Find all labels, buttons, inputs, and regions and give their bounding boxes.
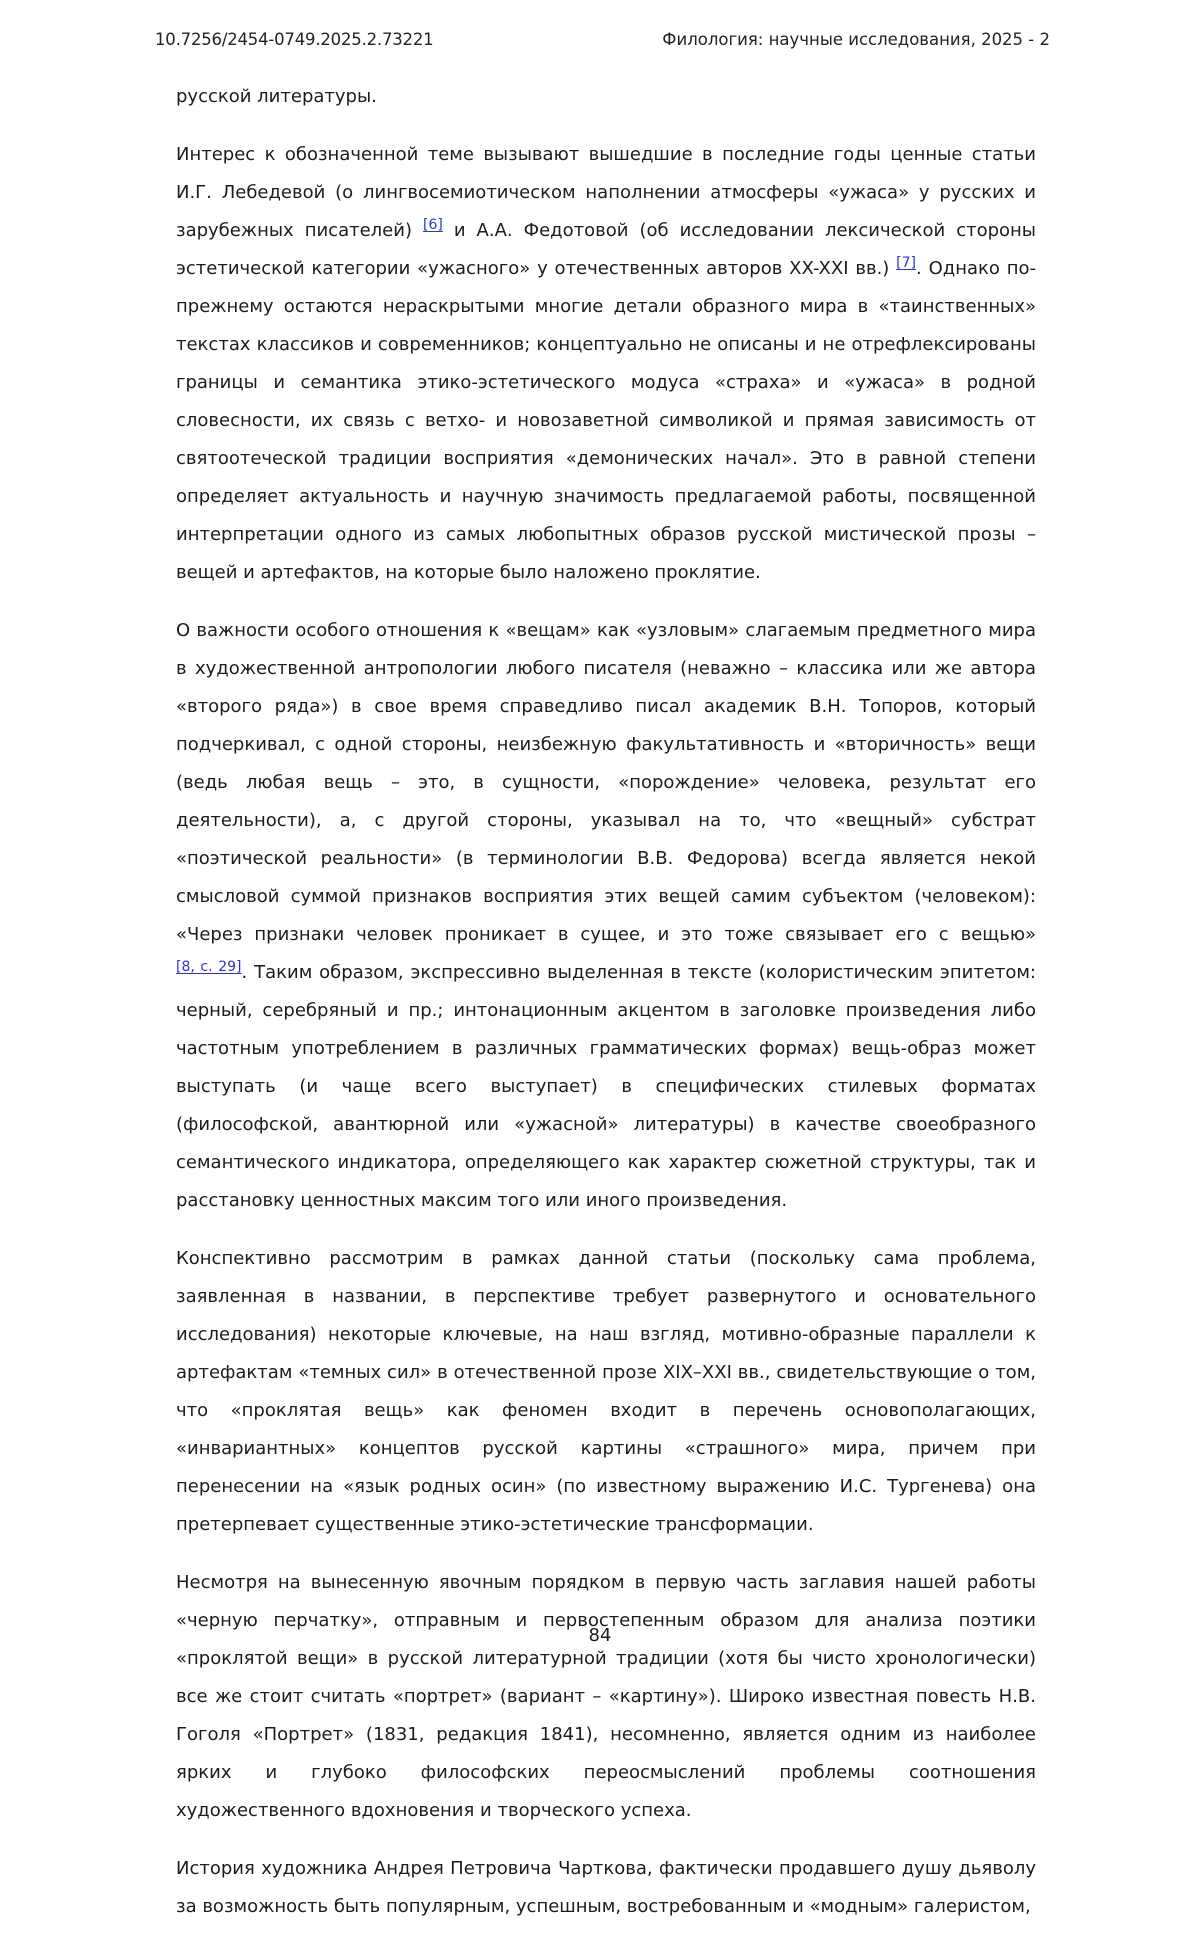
doi-text: 10.7256/2454-0749.2025.2.73221	[155, 30, 434, 49]
citation-link[interactable]: [6]	[422, 217, 443, 233]
journal-title: Филология: научные исследования, 2025 - 2	[662, 30, 1050, 49]
paragraph: Конспективно рассмотрим в рамках данной статьи (поскольку сама проблема, заявленная в названии, в перспективе требует развернутого и основательного исследования) некоторые ключевые, на наш взгляд, мотивно-образные параллели к артефактам «темных сил» в отечественной прозе XIX–XXI вв., свидетельствующие о том, что «проклятая вещь» как феномен входит в перечень основополагающих, «инвариантных» концептов русской картины «страшного» мира, причем при перенесении на «язык родных осин» (по известному выражению И.С. Тургенева) она претерпевает существенные этико-эстетические трансформации.	[176, 1248, 1036, 1535]
page-header	[155, 30, 1050, 49]
page-number: 84	[588, 1625, 612, 1646]
paragraph: Несмотря на вынесенную явочным порядком в первую часть заглавия нашей работы «черную перчатку», отправным и первостепенным образом для анализа поэтики «проклятой вещи» в русской литературной традиции (хотя бы чисто хронологически) все же стоит считать «портрет» (вариант – «картину»). Широко известная повесть Н.В. Гоголя «Портрет» (1831, редакция 1841), несомненно, является одним из наиболее ярких и глубоко философских переосмыслений проблемы соотношения художественного вдохновения и творческого успеха.	[176, 1572, 1036, 1821]
citation-link[interactable]: [8, с. 29]	[176, 959, 242, 975]
page-footer	[0, 1625, 1200, 1646]
paragraph: История художника Андрея Петровича Чарткова, фактически продавшего душу дьяволу за возможность быть популярным, успешным, востребованным и «модным» галеристом,	[176, 1858, 1036, 1917]
paragraph: Интерес к обозначенной теме вызывают вышедшие в последние годы ценные статьи И.Г. Лебедевой (о лингвосемиотическом наполнении атмосферы «ужаса» у русских и зарубежных писателей) [6] и А.А. Федотовой (об исследовании лексической стороны эстетической категории «ужасного» у отечественных авторов XX-XXI вв.) [7]. Однако по-прежнему остаются нераскрытыми многие детали образного мира в «таинственных» текстах классиков и современников; концептуально не описаны и не отрефлексированы границы и семантика этико-эстетического модуса «страха» и «ужаса» в родной словесности, их связь с ветхо- и новозаветной символикой и прямая зависимость от святоотеческой традиции восприятия «демонических начал». Это в равной степени определяет актуальность и научную значимость предлагаемой работы, посвященной интерпретации одного из самых любопытных образов русской мистической прозы – вещей и артефактов, на которые было наложено проклятие.	[176, 144, 1037, 583]
citation-link[interactable]: [7]	[896, 255, 917, 271]
page-body	[176, 78, 1036, 1946]
paragraph: русской литературы.	[176, 86, 377, 107]
paragraph: О важности особого отношения к «вещам» как «узловым» слагаемым предметного мира в художественной антропологии любого писателя (неважно – классика или же автора «второго ряда») в свое время справедливо писал академик В.Н. Топоров, который подчеркивал, с одной стороны, неизбежную факультативность и «вторичность» вещи (ведь любая вещь – это, в сущности, «порождение» человека, результат его деятельности), а, с другой стороны, указывал на то, что «вещный» субстрат «поэтической реальности» (в терминологии В.В. Федорова) всегда является некой смысловой суммой признаков восприятия этих вещей самим субъектом (человеком): «Через признаки человек проникает в сущее, и это тоже связывает его с вещью» [8, с. 29]. Таким образом, экспрессивно выделенная в тексте (колористическим эпитетом: черный, серебряный и пр.; интонационным акцентом в заголовке произведения либо частотным употреблением в различных грамматических формах) вещь-образ может выступать (и чаще всего выступает) в специфических стилевых форматах (философской, авантюрной или «ужасной» литературы) в качестве своеобразного семантического индикатора, определяющего как характер сюжетной структуры, так и расстановку ценностных максим того или иного произведения.	[176, 620, 1036, 1211]
